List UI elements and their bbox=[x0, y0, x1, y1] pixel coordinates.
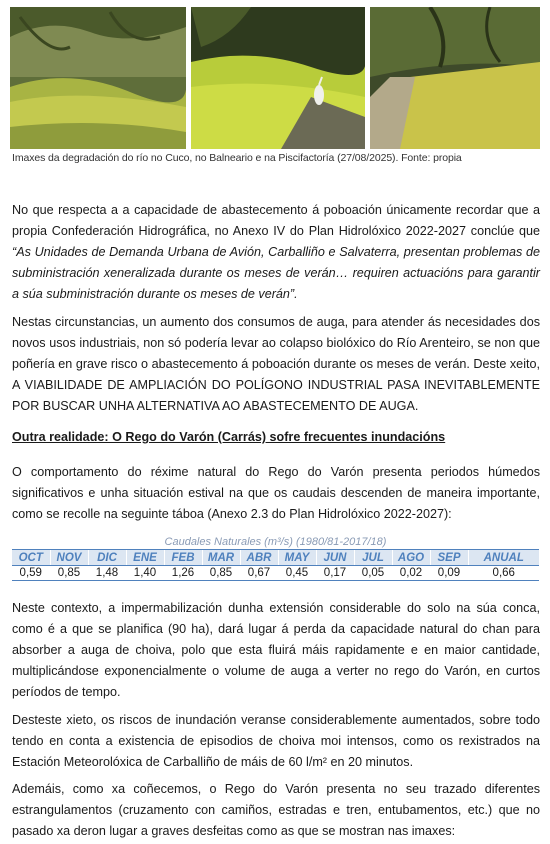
photo-strip bbox=[10, 7, 540, 149]
paragraph-consumption: Nestas circunstancias, un aumento dos consumos de auga, para atender ás necesidades dos novos usos industriais, non só podería levar ao colapso biolóxico do Río Arenteiro, se non que poñería en grave risco o abastecemento á poboación durante os meses de verán. Deste xeito, A VIABILIDADE DE AMPLIACIÓN DO POLÍGONO INDUSTRIAL PASA INEVITABLEMENTE POR BUSCAR UNHA ALTERNATIVA AO ABASTECEMENTO DE AUGA. bbox=[12, 315, 540, 413]
photo-caption: Imaxes da degradación do río no Cuco, no Balneario e na Piscifactoría (27/08/2025). Fonte: propia bbox=[12, 152, 462, 164]
table-header-cell: MAR bbox=[202, 550, 240, 566]
table-header-cell: SEP bbox=[430, 550, 468, 566]
photo-balneario bbox=[191, 7, 365, 149]
paragraph-flood-risk: Desteste xieto, os riscos de inundación veranse considerablemente aumentados, sobre todo tendo en conta a existencia de episodios de choiva moi intensos, como os rexistrados na Estación Meteorolóxica de Carballiño de máis de 60 l/m² en 20 minutos. bbox=[12, 713, 540, 769]
table-title: Caudales Naturales (m³/s) (1980/81-2017/18) bbox=[164, 536, 387, 548]
table-header-cell: NOV bbox=[50, 550, 88, 566]
paragraph-impermeabilization: Neste contexto, a impermabilización dunha extensión considerable do solo na súa conca, como é a que se planifica (90 ha), dará lugar á perda da capacidade natural do chan para absorber a auga de choiva, polo que esta fluirá máis rapidamente e en maior cantidade, multiplicándose exponencialmente o volume de auga a verter no rego do Varón, en curtos períodos de tempo. bbox=[12, 601, 540, 699]
table-header-cell: ANUAL bbox=[468, 550, 539, 566]
table-cell: 0,45 bbox=[278, 566, 316, 581]
table-row bbox=[12, 566, 539, 581]
table-header-cell: ABR bbox=[240, 550, 278, 566]
table-cell: 0,85 bbox=[202, 566, 240, 581]
table-header-cell: JUL bbox=[354, 550, 392, 566]
table-header-cell: DIC bbox=[88, 550, 126, 566]
table-cell: 0,85 bbox=[50, 566, 88, 581]
photo-piscifactoria bbox=[370, 7, 540, 149]
table-cell: 1,48 bbox=[88, 566, 126, 581]
table-cell: 0,59 bbox=[12, 566, 50, 581]
paragraph-regime: O comportamento do réxime natural do Rego do Varón presenta periodos húmedos significativos e unha situación estival na que os caudais descenden de maneira importante, como se recolle na seguinte táboa (Anexo 2.3 do Plan Hidrolóxico 2022-2027): bbox=[12, 465, 540, 521]
table-header-cell: OCT bbox=[12, 550, 50, 566]
flow-table bbox=[12, 535, 539, 581]
paragraph-water-supply bbox=[12, 200, 540, 305]
table-cell: 0,66 bbox=[468, 566, 539, 581]
photo-cuco-river bbox=[10, 7, 186, 149]
table-header-cell: FEB bbox=[164, 550, 202, 566]
paragraph-bottlenecks: Ademáis, como xa coñecemos, o Rego do Varón presenta no seu trazado diferentes estrangulamentos (cruzamento con camiños, estradas e tren, entubamentos, etc.) que no pasado xa deron lugar a graves desfeitas como as que se mostran nas imaxes: bbox=[12, 782, 540, 838]
table-header-cell: ENE bbox=[126, 550, 164, 566]
quote-text: “As Unidades de Demanda Urbana de Avión, Carballiño e Salvaterra, presentan problemas de subministración xeneralizada durante os meses de verán… requiren actuacións para garantir a súa subministración durante os meses de verán”. bbox=[12, 245, 540, 301]
paragraph-text: No que respecta a a capacidade de abastecemento á poboación únicamente recordar que a propia Confederación Hidrográfica, no Anexo IV do Plan Hidrolóxico 2022-2027 conclúe que bbox=[12, 203, 540, 238]
table-cell: 0,09 bbox=[430, 566, 468, 581]
section-heading: Outra realidade: O Rego do Varón (Carrás) sofre frecuentes inundacións bbox=[12, 430, 446, 444]
table-header-cell: JUN bbox=[316, 550, 354, 566]
flow-data-table bbox=[12, 549, 539, 581]
table-header-cell: AGO bbox=[392, 550, 430, 566]
table-cell: 0,05 bbox=[354, 566, 392, 581]
table-header-row bbox=[12, 550, 539, 566]
table-header-cell: MAY bbox=[278, 550, 316, 566]
table-cell: 0,02 bbox=[392, 566, 430, 581]
table-cell: 1,40 bbox=[126, 566, 164, 581]
table-cell: 0,17 bbox=[316, 566, 354, 581]
table-cell: 1,26 bbox=[164, 566, 202, 581]
table-cell: 0,67 bbox=[240, 566, 278, 581]
